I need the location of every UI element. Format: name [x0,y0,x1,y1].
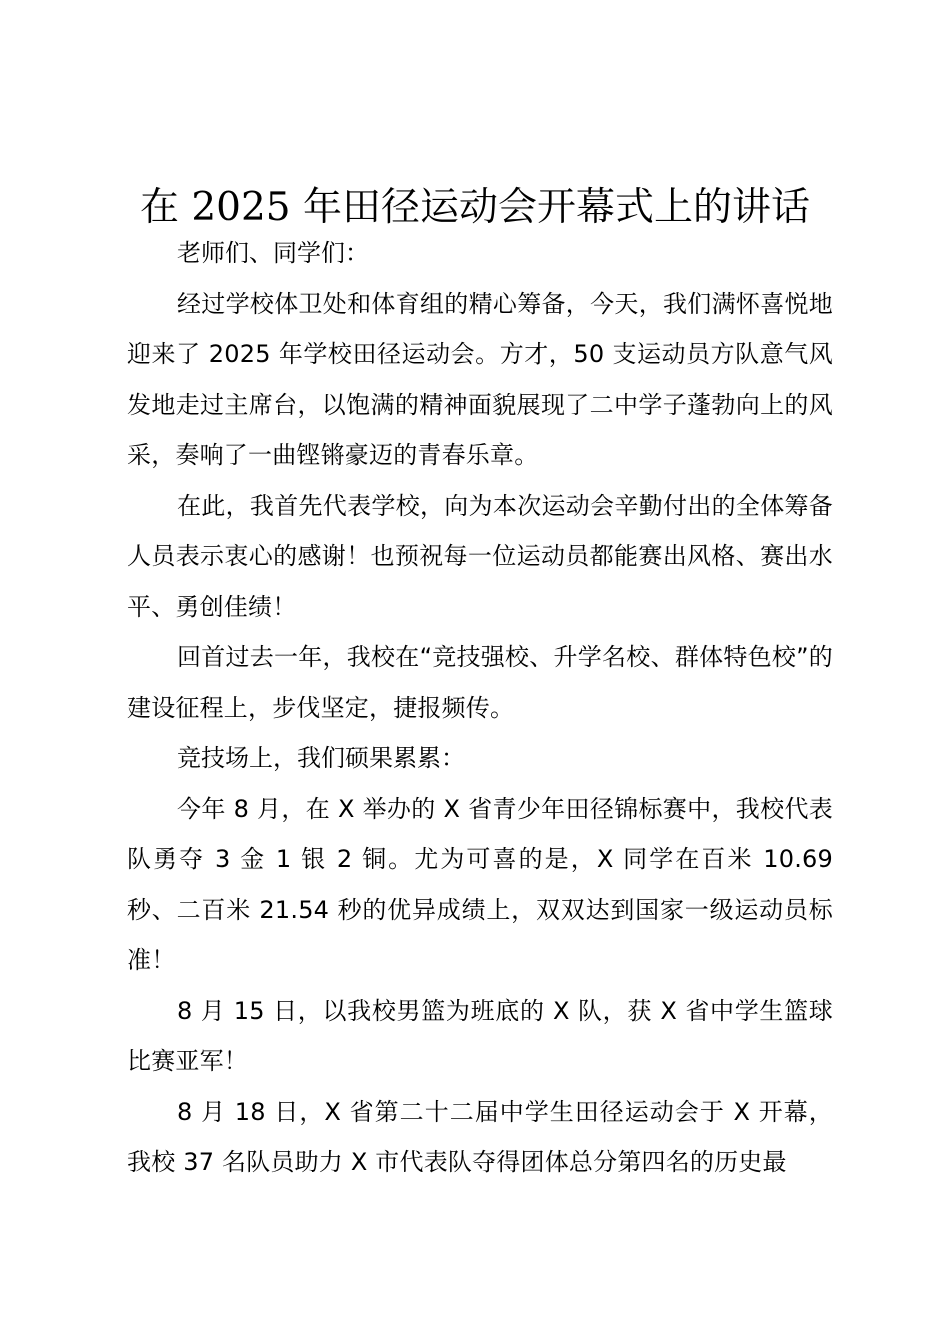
salutation-paragraph: 老师们、同学们： [177,239,369,267]
body-paragraph: 8 月 15 日，以我校男篮为班底的 X 队，获 X 省中学生篮球比赛亚军！ [127,996,833,1075]
body-paragraph: 经过学校体卫处和体育组的精心筹备，今天，我们满怀喜悦地迎来了 2025 年学校田径运动会。方才，50 支运动员方队意气风发地走过主席台，以饱满的精神面貌展现了二中学子蓬勃向上的风采，奏响了一曲铿锵豪迈的青春乐章。 [127,289,833,469]
body-paragraph: 在此，我首先代表学校，向为本次运动会辛勤付出的全体筹备人员表示衷心的感谢！也预祝每一位运动员都能赛出风格、赛出水平、勇创佳绩！ [127,491,833,621]
document-title: 在 2025 年田径运动会开幕式上的讲话 [139,185,811,230]
document-body [127,228,833,1188]
body-paragraph: 竞技场上，我们硕果累累： [177,744,465,772]
body-paragraph: 8 月 18 日，X 省第二十二届中学生田径运动会于 X 开幕，我校 37 名队员助力 X 市代表队夺得团体总分第四名的历史最 [127,1097,833,1176]
body-paragraph: 今年 8 月，在 X 举办的 X 省青少年田径锦标赛中，我校代表队勇夺 3 金 1 银 2 铜。尤为可喜的是，X 同学在百米 10.69 秒、二百米 21.54 秒的优异成绩上，双双达到国家一级运动员标准！ [127,794,833,974]
body-paragraph: 回首过去一年，我校在“竞技强校、升学名校、群体特色校”的建设征程上，步伐坚定，捷报频传。 [127,643,833,722]
